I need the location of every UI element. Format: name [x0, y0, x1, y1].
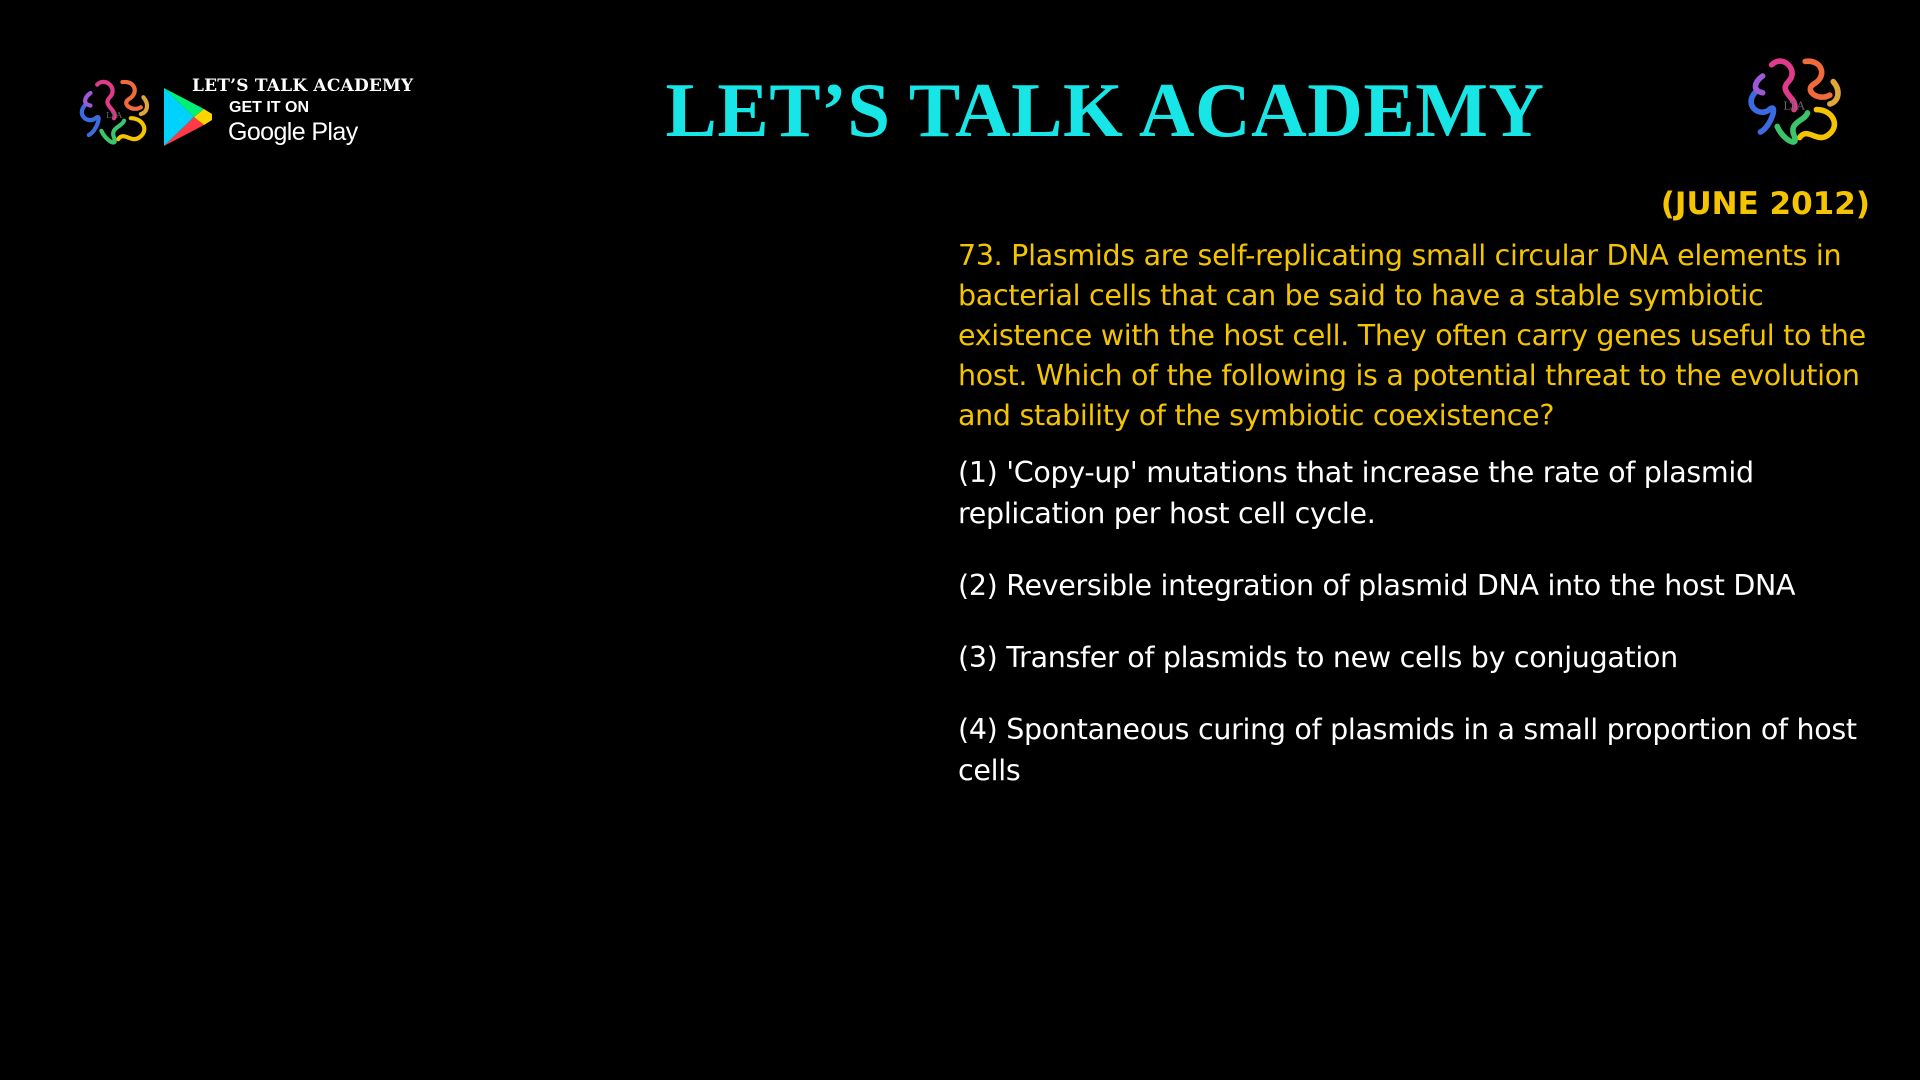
badge-store-name: Google Play: [228, 118, 358, 146]
badge-brand-text: LET’S TALK ACADEMY: [192, 76, 414, 96]
answer-options: [958, 452, 1878, 822]
answer-option-3[interactable]: (3) Transfer of plasmids to new cells by conjugation: [958, 641, 1678, 674]
svg-text:LTA: LTA: [1783, 99, 1805, 113]
answer-option-1[interactable]: (1) 'Copy-up' mutations that increase the rate of plasmid replication per host cell cycle.: [958, 456, 1754, 530]
protein-logo-icon: [1738, 48, 1850, 160]
exam-date-tag: (JUNE 2012): [1660, 186, 1870, 222]
answer-option-4[interactable]: (4) Spontaneous curing of plasmids in a small proportion of host cells: [958, 713, 1857, 787]
svg-text:LTA: LTA: [105, 110, 123, 121]
page-title: LET’S TALK ACADEMY: [665, 67, 1545, 153]
answer-option-2[interactable]: (2) Reversible integration of plasmid DNA into the host DNA: [958, 569, 1796, 602]
badge-get-it-text: GET IT ON: [229, 99, 309, 116]
question-text: 73. Plasmids are self-replicating small circular DNA elements in bacterial cells that can be said to have a stable symbiotic existence with the host cell. They often carry genes useful to the host. Which of the following is a potential threat to the evolution and stability of the symbiotic coexistence?: [958, 239, 1866, 432]
